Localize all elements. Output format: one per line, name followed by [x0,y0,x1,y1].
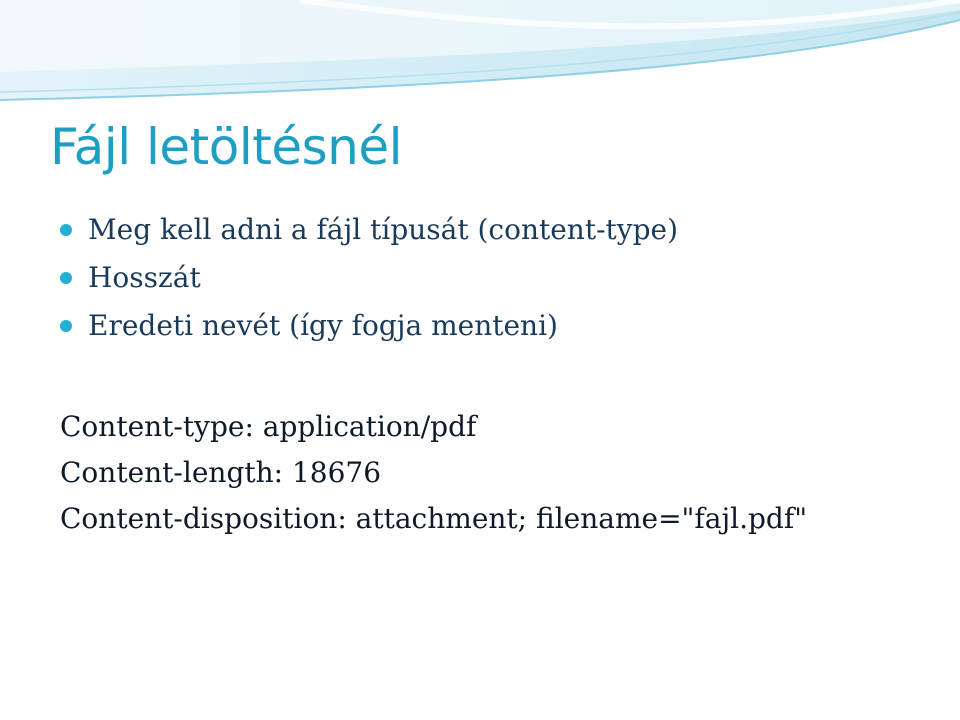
bullet-item [60,210,678,258]
http-header-line: Content-type: application/pdf [60,410,477,443]
http-headers-block [60,404,807,542]
bullet-item [60,306,678,354]
bullet-item [60,258,678,306]
bullet-text: Meg kell adni a fájl típusát (content-type) [88,213,679,246]
bullet-text: Eredeti nevét (így fogja menteni) [88,309,558,342]
bullet-list [60,210,678,354]
header-wave-decoration [0,0,960,110]
bullet-dot-icon [60,320,72,332]
http-header-line: Content-length: 18676 [60,456,382,489]
slide-title: Fájl letöltésnél [50,118,402,176]
bullet-dot-icon [60,224,72,236]
http-header-line: Content-disposition: attachment; filename="fajl.pdf" [60,502,808,535]
bullet-text: Hosszát [88,261,201,294]
bullet-dot-icon [60,272,72,284]
